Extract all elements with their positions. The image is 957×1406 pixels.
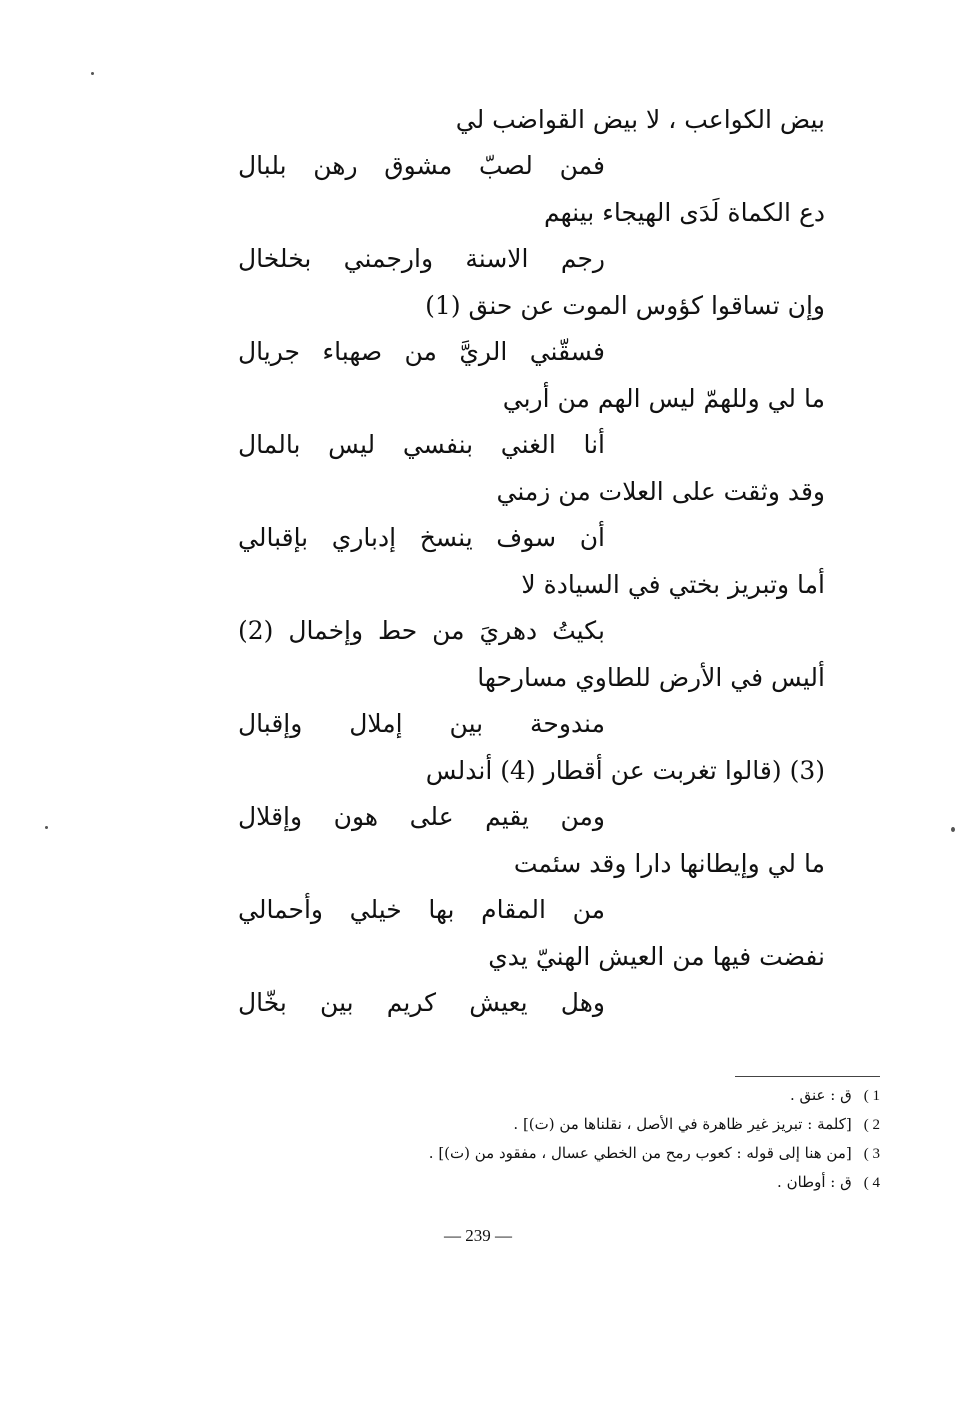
footnote-number: 4 )	[863, 1175, 880, 1191]
footnote	[429, 1142, 880, 1165]
footnote-text: [كلمة : تبريز غير ظاهرة في الأصل ، نقلناها من (ت)] .	[513, 1115, 852, 1133]
verse	[0, 472, 957, 552]
verse	[0, 379, 957, 459]
verse-second-hemistich: فمن لصبّ مشوق رهن بلبال	[238, 151, 605, 180]
footnote-text: [من هنا إلى قوله : كعوب رمح من الخطي عسال ، مفقود من (ت)] .	[428, 1144, 852, 1162]
verse-second-hemistich: فسقّني الريَّ من صهباء جريال	[238, 337, 605, 366]
scan-speck	[45, 826, 48, 829]
footnote-number: 2 )	[863, 1117, 880, 1133]
verse-second-hemistich: وهل يعيش كريم بين بخّال	[238, 988, 605, 1017]
verse	[0, 751, 957, 831]
footnote	[513, 1113, 880, 1136]
verse-first-hemistich: بيض الكواعب ، لا بيض القواضب لي	[455, 105, 825, 134]
scan-speck	[91, 72, 94, 75]
footnote-text: ق : عنق .	[789, 1086, 852, 1104]
verse-first-hemistich: وقد وثقت على العلات من زمني	[496, 477, 825, 506]
verse-first-hemistich: ما لي وإيطانها دارا وقد سئمت	[513, 849, 825, 878]
scan-speck	[951, 827, 955, 832]
verse-second-hemistich: أن سوف ينسخ إدباري بإقبالي	[238, 523, 605, 552]
footnote-number: 3 )	[863, 1146, 880, 1162]
verse-second-hemistich: من المقام بها خيلي وأحمالي	[238, 895, 605, 924]
page-number: — 239 —	[444, 1226, 512, 1245]
verse	[0, 193, 957, 273]
verse	[0, 565, 957, 645]
verse-first-hemistich: ما لي وللهمّ ليس الهم من أربي	[502, 384, 825, 413]
footnote	[790, 1084, 880, 1107]
verse	[0, 286, 957, 366]
footnote	[777, 1171, 880, 1194]
verse-second-hemistich: ومن يقيم على هون وإقلال	[238, 802, 605, 831]
verse-second-hemistich: أنا الغني بنفسي ليس بالمال	[238, 430, 605, 459]
verse-second-hemistich: رجم الاسنة وارجمني بخلخال	[238, 244, 605, 273]
verse-second-hemistich: بكيتُ دهريَ من حط وإخمال (2)	[238, 616, 605, 645]
verse-first-hemistich: أليس في الأرض للطاوي مسارحها	[477, 663, 825, 692]
verse	[0, 100, 957, 180]
footnote-number: 1 )	[863, 1088, 880, 1104]
verse-first-hemistich: (3) (قالوا تغربت عن أقطار (4) أندلس	[425, 756, 825, 785]
footnote-rule	[735, 1076, 880, 1077]
verse	[0, 658, 957, 738]
verse-first-hemistich: نفضت فيها من العيش الهنيّ يدي	[488, 942, 825, 971]
footnote-text: ق : أوطان .	[777, 1173, 852, 1191]
verse	[0, 937, 957, 1017]
verse-first-hemistich: أما وتبريز بختي في السيادة لا	[521, 570, 825, 599]
verse-second-hemistich: مندوحة بين إملال وإقبال	[238, 709, 605, 738]
verse-first-hemistich: دع الكماة لَدَى الهيجاء بينهم	[543, 198, 825, 227]
verse-first-hemistich: وإن تساقوا كؤوس الموت عن حنق (1)	[425, 291, 825, 320]
verse	[0, 844, 957, 924]
